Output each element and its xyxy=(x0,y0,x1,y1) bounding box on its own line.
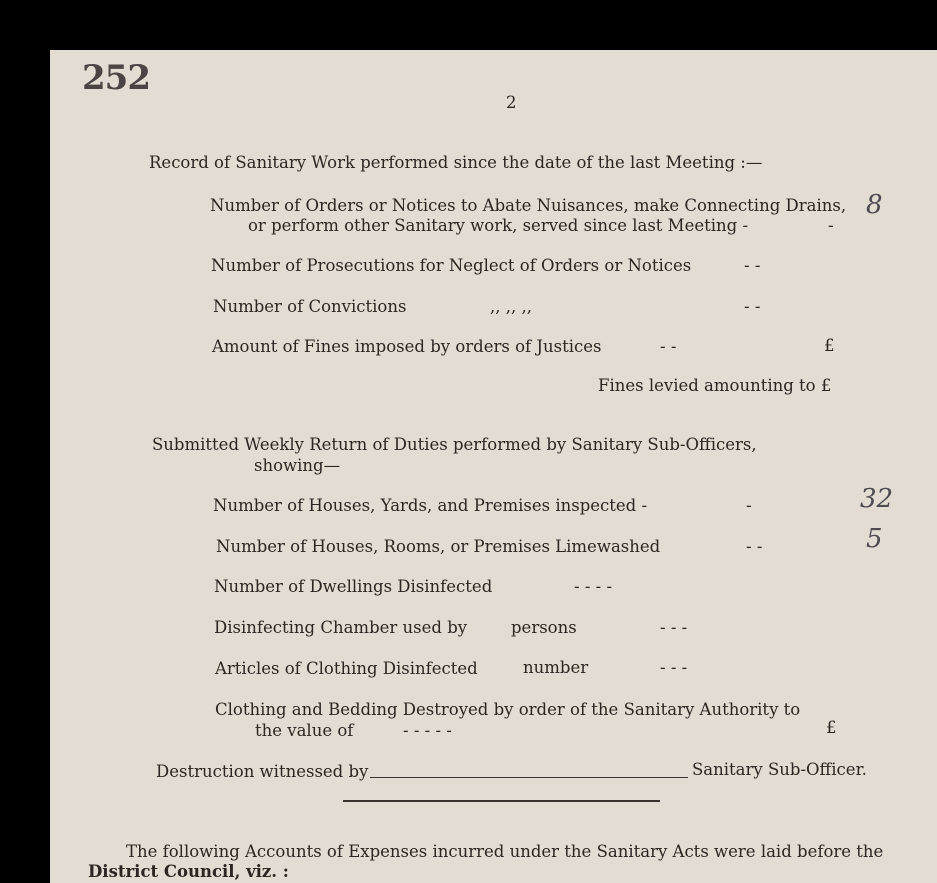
weekly-heading-line2: showing— xyxy=(254,456,341,475)
prosecutions-label: Number of Prosecutions for Neglect of Orders or Notices xyxy=(211,256,692,275)
page-number: 2 xyxy=(506,93,517,112)
signature-line xyxy=(370,777,688,778)
fines-label: Amount of Fines imposed by orders of Justices xyxy=(212,337,602,356)
limewashed-value: 5 xyxy=(866,524,883,554)
convictions-label: Number of Convictions xyxy=(213,297,407,316)
articles-number: number xyxy=(523,658,589,677)
houses-inspected-label: Number of Houses, Yards, and Premises inspected - xyxy=(213,496,648,515)
record-heading: Record of Sanitary Work performed since the date of the last Meeting :— xyxy=(149,153,763,172)
chamber-persons: persons xyxy=(511,618,577,637)
chamber-dashes: - - - xyxy=(660,618,688,637)
fines-levied: Fines levied amounting to £ xyxy=(598,376,832,395)
dwellings-label: Number of Dwellings Disinfected xyxy=(214,577,493,596)
convictions-dashes: - - xyxy=(744,297,761,316)
orders-line1: Number of Orders or Notices to Abate Nuisances, make Connecting Drains, xyxy=(210,196,847,215)
limewashed-label: Number of Houses, Rooms, or Premises Limewashed xyxy=(216,537,661,556)
chamber-label: Disinfecting Chamber used by xyxy=(214,618,468,637)
bedding-line2: the value of xyxy=(255,721,354,740)
weekly-heading-line1: Submitted Weekly Return of Duties performed by Sanitary Sub-Officers, xyxy=(152,435,757,454)
fines-dashes: - - xyxy=(660,337,677,356)
bedding-pound: £ xyxy=(826,718,837,737)
bedding-line1: Clothing and Bedding Destroyed by order of the Sanitary Authority to xyxy=(215,700,801,719)
orders-value: 8 xyxy=(866,190,883,220)
dwellings-dashes: - - - - xyxy=(574,577,613,596)
accounts-line1: The following Accounts of Expenses incurred under the Sanitary Acts were laid before the xyxy=(126,842,884,861)
orders-dash: - xyxy=(828,216,834,235)
fines-pound: £ xyxy=(824,336,835,355)
limewashed-dashes: - - xyxy=(746,537,763,556)
stamp-number: 252 xyxy=(82,58,150,98)
document-page xyxy=(50,50,937,883)
articles-label: Articles of Clothing Disinfected xyxy=(215,659,478,678)
prosecutions-dashes: - - xyxy=(744,256,761,275)
sub-officer-label: Sanitary Sub-Officer. xyxy=(692,760,867,779)
houses-inspected-value: 32 xyxy=(860,484,894,514)
houses-inspected-dash: - xyxy=(746,496,752,515)
orders-line2: or perform other Sanitary work, served since last Meeting - xyxy=(248,216,749,235)
articles-dashes: - - - xyxy=(660,658,688,677)
bedding-dashes: - - - - - xyxy=(403,721,452,740)
ditto-marks: ,, ,, ,, xyxy=(490,297,532,316)
accounts-line2: District Council, viz. : xyxy=(88,862,289,881)
destruction-label: Destruction witnessed by xyxy=(156,762,369,781)
section-divider xyxy=(343,800,660,802)
